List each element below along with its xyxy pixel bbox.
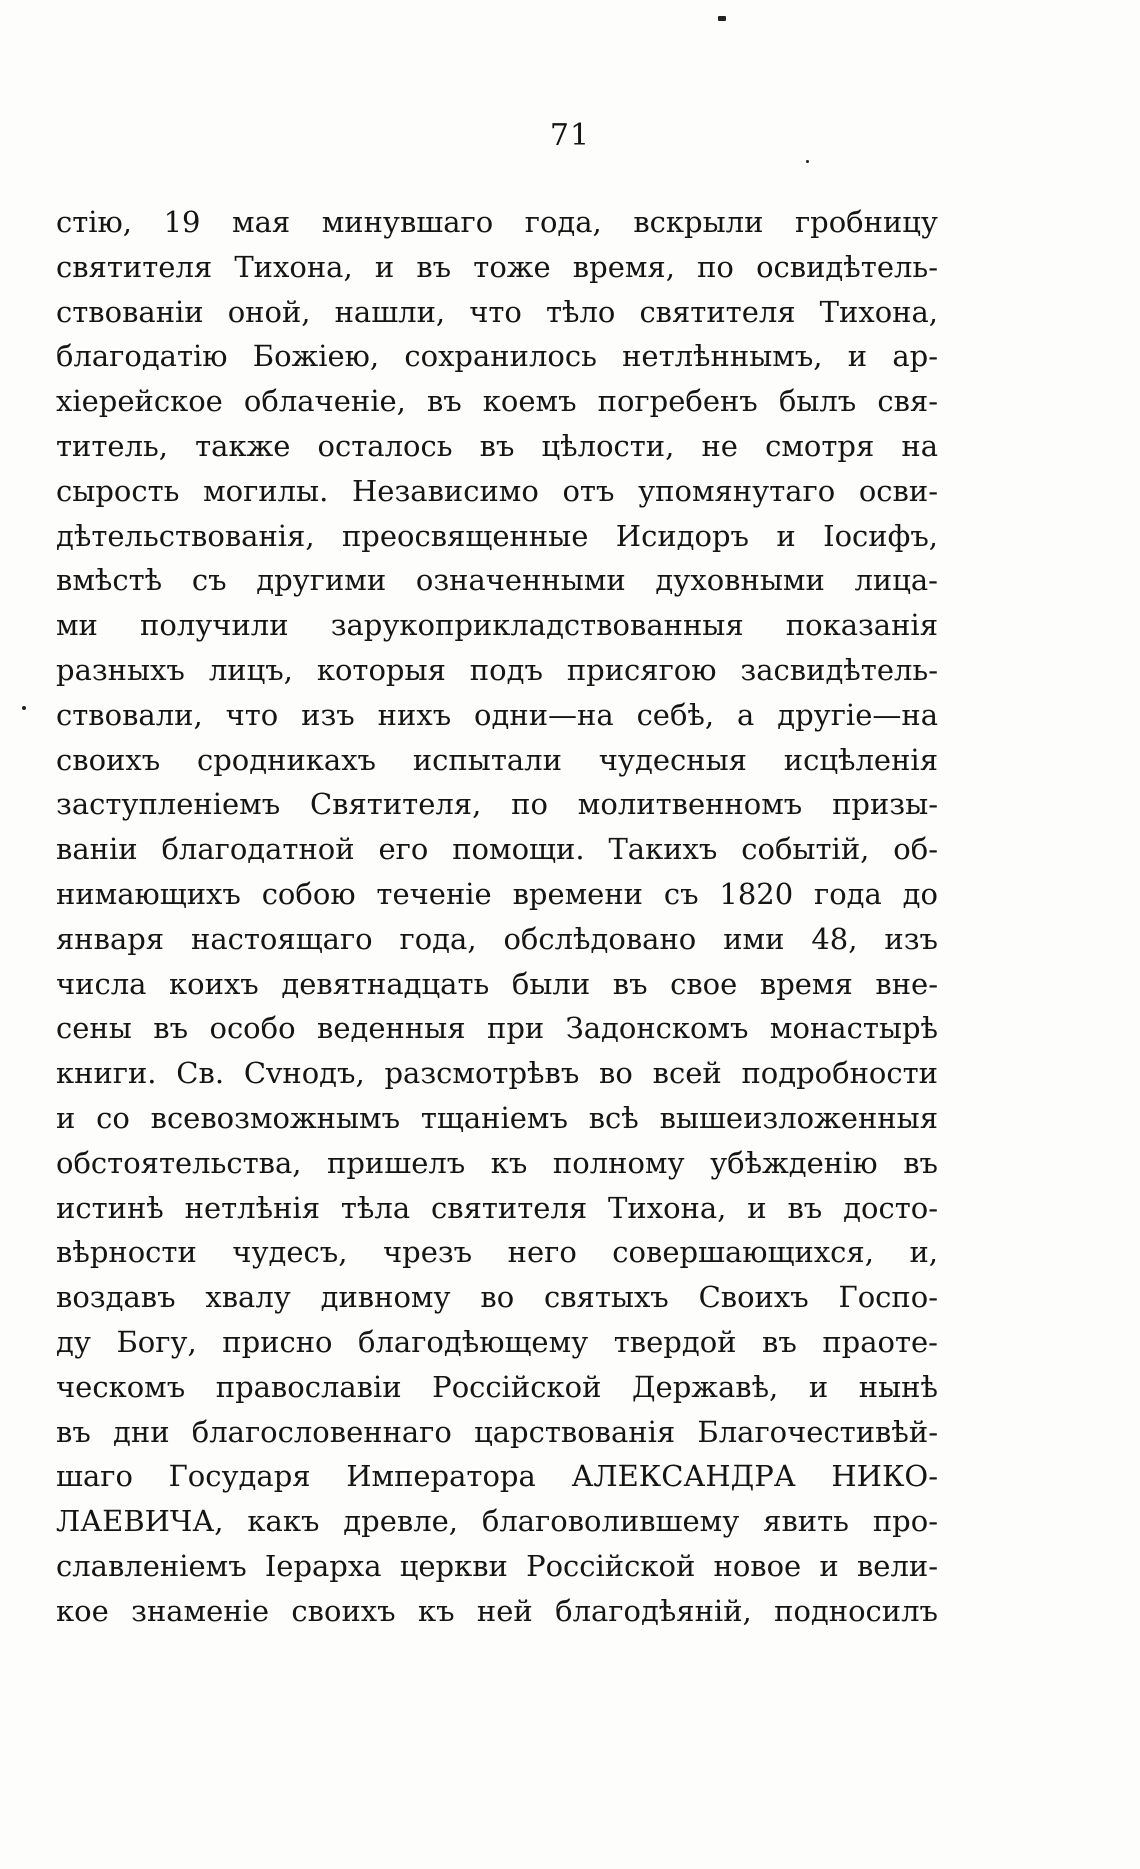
text-line: ЛАЕВИЧА, какъ древле, благоволившему явить про- (56, 1504, 938, 1539)
text-line: шаго Государя Императора АЛЕКСАНДРА НИКО- (56, 1459, 938, 1494)
text-line: славленіемъ Іерарха церкви Россійской новое и вели- (56, 1548, 938, 1583)
text-line: въ дни благословеннаго царствованія Благочестивѣй- (56, 1414, 938, 1449)
body-text (56, 200, 938, 1634)
text-line: января настоящаго года, обслѣдовано ими 48, изъ (56, 921, 938, 956)
text-line: сены въ особо веденныя при Задонскомъ монастырѣ (56, 1011, 938, 1046)
text-line: обстоятельства, пришелъ къ полному убѣжденію въ (56, 1145, 938, 1180)
text-line: хіерейское облаченіе, въ коемъ погребенъ былъ свя- (56, 384, 938, 419)
text-line: ческомъ православіи Россійской Державѣ, и нынѣ (56, 1369, 938, 1404)
text-line: разныхъ лицъ, которыя подъ присягою засвидѣтель- (56, 652, 938, 687)
text-line: ствовали, что изъ нихъ одни—на себѣ, а другіе—на (56, 697, 938, 732)
ink-speck (806, 160, 809, 163)
text-line: книги. Св. Сvнодъ, разсмотрѣвъ во всей подробности (56, 1056, 938, 1091)
text-line: ствованіи оной, нашли, что тѣло святителя Тихона, (56, 294, 938, 329)
page-number: 71 (549, 118, 591, 153)
text-line: и со всевозможнымъ тщаніемъ всѣ вышеизложенныя (56, 1100, 938, 1135)
text-line: стію, 19 мая минувшаго года, вскрыли гробницу (56, 205, 938, 239)
text-line: дѣтельствованія, преосвященные Исидоръ и Іосифъ, (56, 518, 938, 553)
text-line: числа коихъ девятнадцать были въ свое время вне- (56, 966, 938, 1001)
ink-speck (718, 16, 726, 21)
text-line: ми получили зарукоприкладствованныя показанія (56, 608, 938, 643)
text-line: нимающихъ собою теченіе времени съ 1820 года до (56, 876, 938, 911)
text-line: святителя Тихона, и въ тоже время, по освидѣтель- (56, 249, 938, 284)
text-line: вѣрности чудесъ, чрезъ него совершающихся, и, (56, 1235, 938, 1270)
text-line: ваніи благодатной его помощи. Такихъ событій, об- (56, 832, 938, 867)
ink-speck (22, 706, 26, 710)
text-line: сырость могилы. Независимо отъ упомянутаго осви- (56, 473, 938, 508)
text-line: вмѣстѣ съ другими означенными духовными лица- (56, 563, 938, 598)
text-line: благодатію Божіею, сохранилось нетлѣннымъ, и ар- (56, 339, 938, 374)
text-line: кое знаменіе своихъ къ ней благодѣяній, подносилъ (56, 1593, 938, 1628)
text-line: титель, также осталось въ цѣлости, не смотря на (56, 428, 938, 463)
text-line: воздавъ хвалу дивному во святыхъ Своихъ Госпо- (56, 1280, 938, 1315)
text-line: ду Богу, присно благодѣющему твердой въ праоте- (56, 1324, 938, 1359)
text-line: истинѣ нетлѣнія тѣла святителя Тихона, и въ досто- (56, 1190, 938, 1225)
text-line: заступленіемъ Святителя, по молитвенномъ призы- (56, 787, 938, 822)
text-line: своихъ сродникахъ испытали чудесныя исцѣленія (56, 742, 938, 777)
